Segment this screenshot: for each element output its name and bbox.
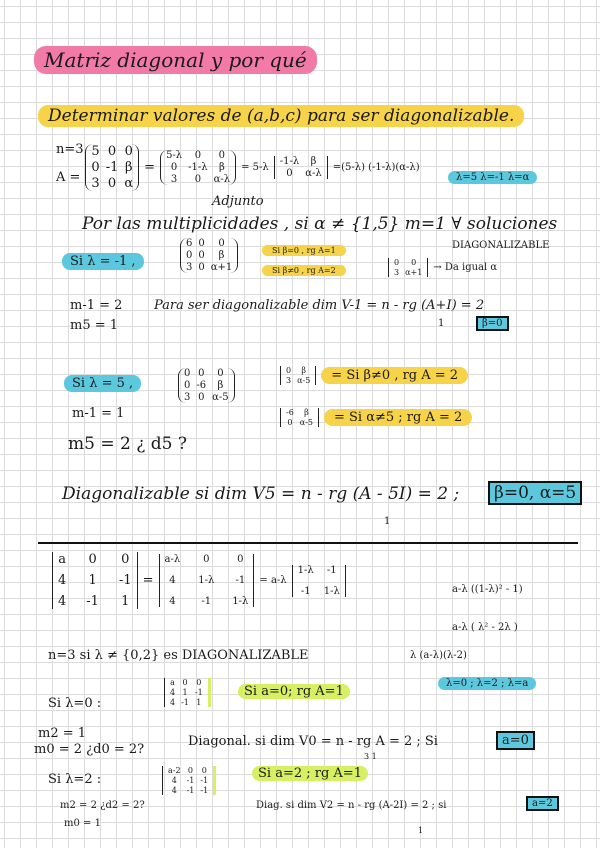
- matrix-cell: 1-λ: [323, 585, 340, 597]
- matrix-lambda-5: [178, 368, 235, 403]
- matrix-cell: 5-λ: [166, 150, 183, 161]
- matrix-cell: 0: [411, 258, 417, 267]
- multiplicidades-text: Por las multiplicidades , si α ≠ {1,5} m=1 ∀ soluciones: [82, 214, 558, 234]
- under-one-1: 1: [438, 318, 445, 329]
- matrix-cell: β: [218, 250, 225, 261]
- under0-text: 3 1: [364, 752, 377, 761]
- matrix-lambda-2: [162, 766, 216, 795]
- matrix-cell: 4: [170, 688, 176, 697]
- lambda-minus1-highlight: [62, 254, 144, 269]
- matrix-cell: 3: [186, 262, 193, 273]
- matrix-cell: 0: [286, 366, 292, 375]
- matrix-cell: β: [310, 156, 317, 167]
- under2-text: 1: [418, 826, 424, 835]
- matrix-cell: -1: [186, 786, 195, 795]
- lambda5-highlight: [64, 376, 141, 391]
- matrix-lambda-minus1-wrap: [180, 238, 238, 273]
- final-box-wrap: [488, 483, 582, 503]
- poly-b-1: a-λ ((1-λ)² - 1): [452, 584, 523, 595]
- matrix-cell: 3: [184, 392, 191, 403]
- matrix-cell: 0: [196, 678, 202, 687]
- matrix-cell: 1: [182, 688, 188, 697]
- matrix-cell: 0: [194, 174, 202, 185]
- matrix-cell: 0: [198, 392, 205, 403]
- matrix-cell: 0: [217, 368, 224, 379]
- cond-beta-nonzero-wrap: [262, 266, 346, 275]
- matrix-cell: 6: [186, 238, 193, 249]
- m-minus1-value: m-1 = 2: [70, 298, 123, 313]
- matrix-cell: -1: [200, 786, 209, 795]
- box-a-two: a=2: [526, 796, 559, 811]
- matrix-lambda5-wrap: [178, 368, 235, 403]
- matrix-cell: α-5: [212, 392, 229, 403]
- matrix-cell: 0: [182, 678, 188, 687]
- cond-lambda5-alpha: = Si α≠5 ; rg A = 2: [324, 409, 472, 426]
- matrix-cell: 0: [121, 552, 130, 567]
- minor-lambda5-1: [280, 366, 316, 385]
- matrix-cell: 0: [91, 160, 100, 175]
- matrix-b-row: [52, 552, 346, 609]
- si-lambda-2: Si λ=2 :: [48, 772, 102, 787]
- roots-blue: λ=0 ; λ=2 ; λ=a: [438, 677, 536, 690]
- diagonal0-text: Diagonal. si dim V0 = n - rg A = 2 ; Si: [188, 734, 438, 749]
- a-label: A =: [56, 170, 81, 185]
- cond-a2-wrap: [252, 766, 368, 781]
- m2b-value: m2 = 2 ¿d2 = 2?: [60, 800, 145, 811]
- matrix-cell: α-λ: [305, 168, 322, 179]
- si-lambda-minus1: Si λ = -1 ,: [62, 253, 144, 270]
- matrix-cell: 1-λ: [198, 575, 215, 586]
- matrix-cell: 4: [170, 698, 176, 707]
- matrix-a-minus-lambda: [160, 150, 236, 185]
- matrix-cell: 0: [88, 552, 97, 567]
- matrix-cell: 0: [198, 238, 205, 249]
- matrix-cell: 4: [58, 594, 67, 609]
- minor-lambda5-2: [280, 408, 319, 427]
- matrix-cell: -1: [326, 564, 337, 576]
- matrix-cell: α-λ: [213, 174, 231, 185]
- equals-2: =: [142, 573, 154, 588]
- matrix-cell: 3: [286, 376, 292, 385]
- final-box: β=0, α=5: [488, 481, 582, 505]
- beta-zero-box: β=0: [476, 316, 509, 331]
- matrix-cell: 0: [184, 380, 191, 391]
- matrix-cell: α+1: [210, 262, 233, 273]
- minor-lambda-minus1-row: [388, 258, 497, 277]
- expansion-b: = a-λ: [259, 575, 287, 586]
- matrix-cell: 1-λ: [232, 596, 249, 607]
- cond-a-two: Si a=2 ; rg A=1: [252, 766, 368, 781]
- matrix-cell: 0: [218, 238, 225, 249]
- matrix-cell: 0: [198, 250, 205, 261]
- cond-beta-zero: Si β=0 , rg A=1: [262, 245, 346, 256]
- matrix-a: [85, 144, 139, 191]
- matrix-cell: -1: [181, 698, 189, 707]
- matrix-cell: -1: [200, 776, 209, 785]
- cond-a-zero: Si a=0; rg A=1: [238, 684, 350, 699]
- matrix-cell: α-5: [299, 418, 313, 427]
- matrix-cell: α+1: [405, 268, 423, 277]
- diagonalizable-word: DIAGONALIZABLE: [452, 240, 550, 251]
- matrix-cell: 1-λ: [297, 564, 314, 576]
- matrix-cell: 4: [171, 776, 177, 785]
- m0-value: m0 = 2 ¿d0 = 2?: [34, 742, 145, 757]
- matrix-cell: 1: [196, 698, 202, 707]
- m5-lambda5: m5 = 2 ¿ d5 ?: [68, 434, 187, 454]
- matrix-cell: a-2: [168, 766, 181, 775]
- subtitle-highlight: [38, 106, 524, 126]
- matrix-cell: a-λ: [164, 554, 181, 565]
- matrix-cell: -1: [194, 688, 203, 697]
- m0b-value: m0 = 1: [64, 818, 101, 829]
- matrix-cell: 0: [107, 144, 117, 159]
- minor-lambda5-row2: [280, 408, 472, 427]
- minor-determinant: [274, 156, 328, 179]
- matrix-cell: 5: [91, 144, 100, 159]
- n-si-diag: n=3 si λ ≠ {0,2} es DIAGONALIZABLE: [48, 648, 309, 663]
- page-title: Matriz diagonal y por qué: [34, 46, 317, 74]
- matrix-cell: β: [125, 160, 133, 175]
- cond-beta-zero-wrap: [262, 246, 346, 255]
- m5-value: m5 = 1: [70, 318, 119, 333]
- factored-poly: λ (a-λ)(λ-2): [410, 650, 467, 661]
- cond-beta-nonzero: Si β≠0 , rg A=2: [262, 265, 346, 276]
- m-minus1-lambda5: m-1 = 1: [72, 406, 125, 421]
- matrix-cell: a: [170, 678, 175, 687]
- matrix-cell: 3: [394, 268, 400, 277]
- under-one-2: 1: [384, 516, 391, 527]
- section-divider: [38, 542, 578, 544]
- title-highlight: [34, 48, 317, 72]
- matrix-cell: 0: [237, 554, 244, 565]
- matrix-cell: -1: [105, 160, 119, 175]
- diag2-text: Diag. si dim V2 = n - rg (A-2I) = 2 ; si: [256, 800, 447, 811]
- char-polynomial: =(5-λ) (-1-λ)(α-λ): [332, 162, 420, 173]
- matrix-cell: 0: [194, 150, 202, 161]
- matrix-cell: -1: [300, 585, 311, 597]
- matrix-b: [52, 552, 138, 609]
- matrix-cell: 4: [169, 575, 176, 586]
- minor-lambda-minus1: [388, 258, 428, 277]
- matrix-lambda0-wrap: [164, 678, 211, 707]
- matrix-cell: α-5: [297, 376, 311, 385]
- box-a0-wrap: [496, 733, 535, 748]
- matrix-cell: 4: [58, 573, 67, 588]
- diagonalizable-lambda5: Diagonalizable si dim V5 = n - rg (A - 5I) = 2 ;: [62, 484, 460, 504]
- matrix-b-minus-lambda: [159, 554, 255, 607]
- beta-zero-box-wrap: [476, 318, 509, 329]
- matrix-cell: β: [301, 366, 306, 375]
- matrix-cell: 0: [184, 368, 191, 379]
- matrix-cell: 3: [170, 174, 178, 185]
- poly-b-2: a-λ ( λ² - 2λ ): [452, 622, 518, 633]
- equals-1: =: [144, 160, 156, 175]
- matrix-cell: 1: [121, 594, 130, 609]
- roots-highlight: [448, 172, 537, 183]
- box-a2-wrap: [526, 798, 559, 809]
- matrix-cell: 0: [218, 150, 226, 161]
- matrix-cell: 4: [171, 786, 177, 795]
- matrix-cell: α: [124, 176, 134, 191]
- si-lambda-0: Si λ=0 :: [48, 696, 102, 711]
- eigenvalue-roots: λ=5 λ=-1 λ=α: [448, 171, 537, 184]
- matrix-cell: 0: [124, 144, 133, 159]
- box-a-zero: a=0: [496, 731, 535, 750]
- matrix-cell: 3: [91, 176, 100, 191]
- page-subtitle: Determinar valores de (a,b,c) para ser diagonalizable.: [38, 105, 524, 127]
- matrix-cell: -6: [196, 380, 207, 391]
- matrix-cell: -1: [235, 575, 246, 586]
- matrix-cell: 0: [201, 766, 207, 775]
- adjunto-label: Adjunto: [212, 194, 264, 209]
- matrix-cell: 0: [286, 168, 293, 179]
- matrix-cell: 0: [287, 418, 293, 427]
- n-definition: n=3: [56, 142, 84, 157]
- matrix-cell: 0: [198, 368, 205, 379]
- para-ser-diag: Para ser diagonalizable dim V-1 = n - rg (A+I) = 2: [154, 298, 485, 313]
- si-lambda-5: Si λ = 5 ,: [64, 375, 141, 392]
- matrix-cell: 0: [394, 258, 400, 267]
- m2-value: m2 = 1: [38, 726, 87, 741]
- matrix-cell: 0: [187, 766, 193, 775]
- matrix-cell: 0: [203, 554, 210, 565]
- matrix-cell: 1: [88, 573, 97, 588]
- matrix-cell: 0: [186, 250, 193, 261]
- roots-blue-wrap: [438, 678, 536, 689]
- matrix-lambda-0: [164, 678, 211, 707]
- minor-lambda5-row1: [280, 366, 468, 385]
- expansion: = 5-λ: [241, 162, 269, 173]
- matrix-cell: 0: [107, 176, 117, 191]
- matrix-cell: -1: [118, 573, 132, 588]
- matrix-cell: 0: [198, 262, 205, 273]
- da-igual-alpha: → Da igual α: [433, 262, 498, 273]
- matrix-lambda-minus1: [180, 238, 238, 273]
- matrix-cell: -1: [186, 776, 195, 785]
- matrix-lambda2-wrap: [162, 766, 216, 795]
- matrix-cell: -1-λ: [188, 162, 208, 173]
- cond-lambda5-beta: = Si β≠0 , rg A = 2: [321, 367, 468, 384]
- matrix-cell: β: [217, 380, 224, 391]
- matrix-cell: -6: [286, 408, 294, 417]
- matrix-a-row: [56, 144, 420, 191]
- matrix-cell: -1-λ: [279, 156, 300, 167]
- matrix-cell: -1: [201, 596, 212, 607]
- matrix-cell: 4: [169, 596, 176, 607]
- matrix-cell: a: [58, 552, 67, 567]
- matrix-cell: β: [304, 408, 309, 417]
- matrix-cell: 0: [170, 162, 178, 173]
- cond-a0-wrap: [238, 684, 350, 699]
- matrix-cell: β: [218, 162, 225, 173]
- minor-b: [292, 565, 346, 597]
- matrix-cell: -1: [86, 594, 99, 609]
